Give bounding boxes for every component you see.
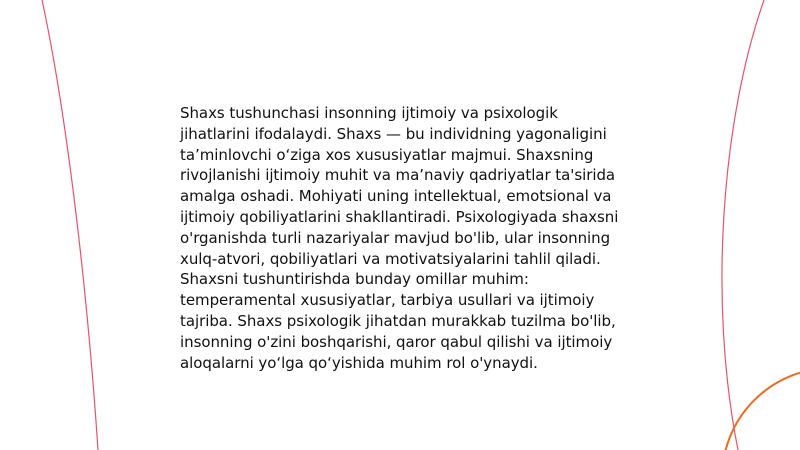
left-red-arc [42, 0, 98, 450]
orange-circle-arc [722, 368, 800, 450]
right-red-arc [722, 0, 764, 450]
body-paragraph: Shaxs tushunchasi insonning ijtimoiy va psixologik jihatlarini ifodalaydi. Shaxs — bu individning yagonaligini ta’minlovchi o‘ziga xos xususiyatlar majmui. Shaxsning rivojlanishi ijtimoiy muhit va ma’naviy qadriyatlar ta'sirida amalga oshadi. Mohiyati uning intellektual, emotsional va ijtimoiy qobiliyatlarini shakllantiradi. Psixologiyada shaxsni o'rganishda turli nazariyalar mavjud bo'lib, ular insonning xulq-atvori, qobiliyatlari va motivatsiyalarini tahlil qiladi. Shaxsni tushuntirishda bunday omillar muhim: temperamental xususiyatlar, tarbiya usullari va ijtimoiy tajriba. Shaxs psixologik jihatdan murakkab tuzilma bo'lib, insonning o'zini boshqarishi, qaror qabul qilishi va ijtimoiy aloqalarni yo‘lga qo‘yishida muhim rol o'ynaydi. [180, 104, 619, 372]
